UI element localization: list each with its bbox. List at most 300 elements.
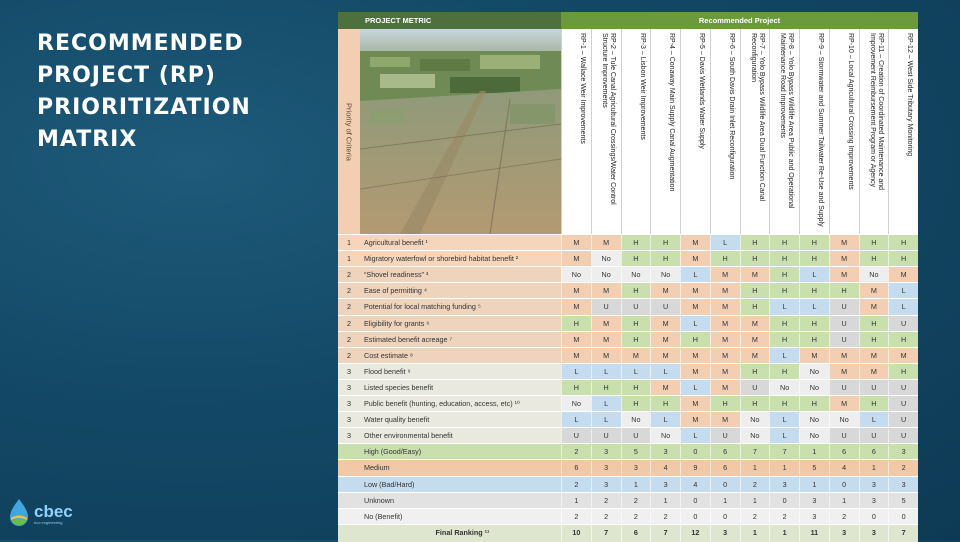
project-header-label: RP-10 – Local Agricultural Crossing Improvements bbox=[846, 33, 854, 190]
summary-label: No (Benefit) bbox=[360, 509, 561, 525]
final-ranking-cell: 1 bbox=[740, 525, 770, 542]
criteria-cell: H bbox=[859, 251, 889, 267]
criteria-cell: No bbox=[799, 380, 829, 396]
summary-cell: 1 bbox=[799, 477, 829, 493]
summary-label: Low (Bad/Hard) bbox=[360, 477, 561, 493]
summary-cell: 2 bbox=[621, 509, 651, 525]
criteria-cell: U bbox=[829, 299, 859, 315]
criteria-cell: M bbox=[650, 316, 680, 332]
cbec-logo bbox=[6, 498, 96, 528]
project-header-rp-8 bbox=[769, 29, 799, 234]
criteria-cell: No bbox=[740, 428, 770, 444]
summary-cell: 3 bbox=[859, 493, 889, 509]
summary-row bbox=[338, 508, 918, 525]
project-header-rp-4 bbox=[650, 29, 680, 234]
criteria-cell: M bbox=[561, 348, 591, 364]
summary-cell: 4 bbox=[650, 460, 680, 476]
criteria-cell: M bbox=[710, 380, 740, 396]
summary-cell: 6 bbox=[710, 460, 740, 476]
criteria-cell: H bbox=[888, 332, 918, 348]
criteria-cell: No bbox=[799, 428, 829, 444]
summary-row bbox=[338, 459, 918, 476]
criteria-cell: H bbox=[799, 283, 829, 299]
criteria-cell: L bbox=[888, 283, 918, 299]
criteria-cell: M bbox=[859, 364, 889, 380]
final-ranking-cell: 1 bbox=[769, 525, 799, 542]
summary-cell: 1 bbox=[740, 493, 770, 509]
criteria-cell: M bbox=[561, 283, 591, 299]
criteria-cell: L bbox=[591, 412, 621, 428]
criteria-cell: No bbox=[591, 267, 621, 283]
criteria-priority: 3 bbox=[338, 364, 360, 380]
final-ranking-cell: 12 bbox=[680, 525, 710, 542]
summary-cell: 0 bbox=[680, 444, 710, 460]
criteria-cell: H bbox=[650, 251, 680, 267]
criteria-label: Listed species benefit bbox=[360, 380, 561, 396]
criteria-cell: M bbox=[888, 348, 918, 364]
criteria-cell: H bbox=[740, 235, 770, 251]
criteria-cell: H bbox=[769, 267, 799, 283]
criteria-priority: 3 bbox=[338, 396, 360, 412]
criteria-row bbox=[338, 331, 918, 348]
criteria-cell: H bbox=[769, 235, 799, 251]
criteria-cell: U bbox=[740, 380, 770, 396]
criteria-priority: 2 bbox=[338, 348, 360, 364]
criteria-row bbox=[338, 315, 918, 332]
criteria-label: Agricultural benefit ¹ bbox=[360, 235, 561, 251]
summary-cell: 7 bbox=[740, 444, 770, 460]
final-ranking-cell: 7 bbox=[591, 525, 621, 542]
project-header-rp-10 bbox=[829, 29, 859, 234]
criteria-cell: L bbox=[680, 267, 710, 283]
criteria-cell: M bbox=[859, 348, 889, 364]
summary-cell: 0 bbox=[888, 509, 918, 525]
criteria-cell: L bbox=[650, 412, 680, 428]
final-ranking-priority-blank bbox=[338, 525, 360, 542]
summary-cell: 1 bbox=[561, 493, 591, 509]
criteria-cell: H bbox=[621, 396, 651, 412]
summary-cell: 3 bbox=[888, 444, 918, 460]
final-ranking-row bbox=[338, 524, 918, 542]
criteria-row bbox=[338, 266, 918, 283]
criteria-row bbox=[338, 347, 918, 364]
criteria-row bbox=[338, 298, 918, 315]
summary-row bbox=[338, 476, 918, 493]
criteria-cell: M bbox=[740, 348, 770, 364]
criteria-cell: M bbox=[561, 251, 591, 267]
criteria-cell: H bbox=[769, 316, 799, 332]
project-header-label: RP-1 – Wallace Weir Improvements bbox=[579, 33, 586, 144]
criteria-cell: H bbox=[740, 396, 770, 412]
criteria-label: Migratory waterfowl or shorebird habitat benefit ² bbox=[360, 251, 561, 267]
summary-cell: 3 bbox=[591, 444, 621, 460]
criteria-cell: L bbox=[769, 428, 799, 444]
criteria-cell: L bbox=[591, 396, 621, 412]
criteria-cell: U bbox=[650, 299, 680, 315]
summary-cell: 4 bbox=[680, 477, 710, 493]
project-header-label: RP-4 – Conaway Main Supply Canal Augmentation bbox=[668, 33, 676, 192]
criteria-cell: U bbox=[829, 428, 859, 444]
criteria-cell: L bbox=[650, 364, 680, 380]
summary-cell: 2 bbox=[561, 509, 591, 525]
criteria-cell: M bbox=[888, 267, 918, 283]
criteria-cell: M bbox=[650, 332, 680, 348]
criteria-cell: M bbox=[680, 251, 710, 267]
summary-cell: 7 bbox=[769, 444, 799, 460]
criteria-cell: M bbox=[650, 283, 680, 299]
project-header-label: RP-3 – Lisbon Weir Improvements bbox=[638, 33, 646, 140]
criteria-priority: 2 bbox=[338, 267, 360, 283]
criteria-label: “Shovel readiness” ³ bbox=[360, 267, 561, 283]
project-header-rp-3 bbox=[621, 29, 651, 234]
summary-cell: 3 bbox=[650, 477, 680, 493]
project-header-label: RP-5 – Davis Wetlands Water Supply bbox=[698, 33, 705, 149]
project-header-rp-6 bbox=[710, 29, 740, 234]
criteria-cell: H bbox=[710, 251, 740, 267]
prioritization-matrix bbox=[338, 12, 918, 537]
criteria-priority: 1 bbox=[338, 235, 360, 251]
criteria-label: Potential for local matching funding ⁵ bbox=[360, 299, 561, 315]
criteria-cell: L bbox=[680, 316, 710, 332]
criteria-cell: L bbox=[680, 428, 710, 444]
criteria-cell: M bbox=[650, 380, 680, 396]
criteria-cell: L bbox=[680, 380, 710, 396]
criteria-cell: H bbox=[621, 380, 651, 396]
criteria-cell: M bbox=[680, 299, 710, 315]
criteria-cell: No bbox=[561, 396, 591, 412]
criteria-cell: H bbox=[561, 316, 591, 332]
summary-cell: 6 bbox=[710, 444, 740, 460]
project-header-rp-12 bbox=[888, 29, 918, 234]
criteria-cell: No bbox=[650, 267, 680, 283]
logo-tagline: eco engineering bbox=[34, 520, 63, 525]
criteria-cell: M bbox=[859, 299, 889, 315]
summary-cell: 2 bbox=[740, 477, 770, 493]
criteria-cell: M bbox=[710, 332, 740, 348]
criteria-cell: H bbox=[621, 332, 651, 348]
criteria-cell: M bbox=[829, 267, 859, 283]
summary-cell: 1 bbox=[740, 460, 770, 476]
criteria-cell: M bbox=[829, 348, 859, 364]
criteria-cell: M bbox=[591, 316, 621, 332]
summary-cell: 2 bbox=[561, 444, 591, 460]
summary-cell: 5 bbox=[888, 493, 918, 509]
criteria-cell: U bbox=[888, 412, 918, 428]
criteria-cell: H bbox=[680, 332, 710, 348]
criteria-cell: L bbox=[769, 348, 799, 364]
criteria-cell: L bbox=[561, 412, 591, 428]
summary-cell: 3 bbox=[859, 477, 889, 493]
criteria-cell: L bbox=[769, 412, 799, 428]
criteria-cell: H bbox=[740, 299, 770, 315]
slide-title bbox=[37, 28, 327, 156]
criteria-cell: L bbox=[621, 364, 651, 380]
final-ranking-cell: 11 bbox=[799, 525, 829, 542]
summary-row bbox=[338, 443, 918, 460]
title-line-3: PRIORITIZATION bbox=[37, 95, 251, 120]
criteria-cell: H bbox=[769, 364, 799, 380]
summary-priority-blank bbox=[338, 509, 360, 525]
summary-cell: 3 bbox=[650, 444, 680, 460]
criteria-cell: U bbox=[621, 299, 651, 315]
criteria-priority: 2 bbox=[338, 316, 360, 332]
summary-cell: 2 bbox=[769, 509, 799, 525]
criteria-priority: 1 bbox=[338, 251, 360, 267]
criteria-cell: M bbox=[621, 348, 651, 364]
criteria-priority: 3 bbox=[338, 412, 360, 428]
criteria-cell: H bbox=[769, 396, 799, 412]
criteria-cell: No bbox=[561, 267, 591, 283]
criteria-cell: H bbox=[888, 364, 918, 380]
project-header-label: RP-7 – Yolo Bypass Wildlife Area Dual Function Canal Reconfiguration bbox=[749, 33, 765, 202]
criteria-cell: M bbox=[710, 348, 740, 364]
criteria-cell: H bbox=[799, 332, 829, 348]
project-header-rp-2 bbox=[591, 29, 621, 234]
criteria-cell: No bbox=[591, 251, 621, 267]
summary-cell: 1 bbox=[710, 493, 740, 509]
summary-cell: 3 bbox=[888, 477, 918, 493]
final-ranking-cell: 3 bbox=[710, 525, 740, 542]
summary-cell: 2 bbox=[888, 460, 918, 476]
criteria-cell: M bbox=[710, 316, 740, 332]
summary-cell: 2 bbox=[591, 509, 621, 525]
criteria-cell: M bbox=[710, 283, 740, 299]
summary-cell: 6 bbox=[829, 444, 859, 460]
criteria-cell: M bbox=[859, 283, 889, 299]
criteria-cell: H bbox=[710, 396, 740, 412]
criteria-cell: No bbox=[740, 412, 770, 428]
criteria-label: Public benefit (hunting, education, access, etc) ¹⁰ bbox=[360, 396, 561, 412]
criteria-cell: H bbox=[621, 235, 651, 251]
criteria-cell: M bbox=[680, 235, 710, 251]
criteria-cell: H bbox=[769, 251, 799, 267]
criteria-cell: L bbox=[561, 364, 591, 380]
criteria-cell: M bbox=[650, 348, 680, 364]
criteria-priority: 3 bbox=[338, 428, 360, 444]
project-header-rp-7 bbox=[740, 29, 770, 234]
title-line-2: PROJECT (RP) bbox=[37, 63, 216, 88]
criteria-cell: H bbox=[888, 251, 918, 267]
criteria-cell: H bbox=[740, 251, 770, 267]
criteria-cell: M bbox=[561, 332, 591, 348]
criteria-cell: M bbox=[710, 412, 740, 428]
criteria-cell: No bbox=[829, 412, 859, 428]
criteria-cell: U bbox=[561, 428, 591, 444]
criteria-priority: 3 bbox=[338, 380, 360, 396]
project-header-label: RP-6 – South Davis Drain Inlet Reconfiguration bbox=[727, 33, 735, 180]
project-header-label: RP-2 – Tule Canal Agricultural Crossings/Water Control Structure Improvements bbox=[600, 33, 616, 205]
criteria-cell: U bbox=[591, 299, 621, 315]
project-header-label: RP-8 – Yolo Bypass Wildlife Area Public and Operational Maintenance Road Improvements bbox=[779, 33, 795, 209]
project-metric-header: PROJECT METRIC bbox=[338, 12, 561, 29]
criteria-cell: H bbox=[769, 332, 799, 348]
priority-header bbox=[338, 29, 360, 234]
criteria-cell: No bbox=[621, 267, 651, 283]
criteria-cell: U bbox=[859, 380, 889, 396]
criteria-cell: H bbox=[799, 316, 829, 332]
criteria-cell: M bbox=[740, 316, 770, 332]
criteria-cell: U bbox=[621, 428, 651, 444]
summary-cell: 1 bbox=[829, 493, 859, 509]
criteria-row bbox=[338, 282, 918, 299]
criteria-cell: M bbox=[591, 235, 621, 251]
criteria-cell: H bbox=[740, 283, 770, 299]
criteria-cell: H bbox=[621, 251, 651, 267]
summary-cell: 0 bbox=[680, 509, 710, 525]
criteria-cell: M bbox=[591, 348, 621, 364]
criteria-cell: M bbox=[740, 332, 770, 348]
criteria-cell: No bbox=[799, 364, 829, 380]
criteria-cell: M bbox=[680, 364, 710, 380]
summary-cell: 6 bbox=[859, 444, 889, 460]
criteria-cell: M bbox=[740, 267, 770, 283]
criteria-cell: M bbox=[591, 332, 621, 348]
summary-cell: 5 bbox=[621, 444, 651, 460]
criteria-cell: L bbox=[859, 412, 889, 428]
summary-cell: 3 bbox=[591, 460, 621, 476]
criteria-cell: L bbox=[888, 299, 918, 315]
criteria-cell: U bbox=[829, 380, 859, 396]
criteria-cell: U bbox=[591, 428, 621, 444]
summary-cell: 2 bbox=[829, 509, 859, 525]
criteria-cell: M bbox=[829, 251, 859, 267]
summary-cell: 5 bbox=[799, 460, 829, 476]
criteria-row bbox=[338, 395, 918, 412]
title-line-4: MATRIX bbox=[37, 127, 138, 152]
criteria-row bbox=[338, 411, 918, 428]
summary-cell: 1 bbox=[769, 460, 799, 476]
criteria-cell: No bbox=[650, 428, 680, 444]
criteria-cell: U bbox=[859, 428, 889, 444]
criteria-cell: No bbox=[799, 412, 829, 428]
summary-priority-blank bbox=[338, 477, 360, 493]
summary-label: Unknown bbox=[360, 493, 561, 509]
criteria-cell: H bbox=[859, 235, 889, 251]
criteria-cell: No bbox=[769, 380, 799, 396]
title-line-1: RECOMMENDED bbox=[37, 31, 244, 56]
criteria-label: Eligibility for grants ⁶ bbox=[360, 316, 561, 332]
criteria-label: Flood benefit ⁹ bbox=[360, 364, 561, 380]
project-header-label: RP-11 – Creation of Coordinated Maintenance and Improvement Reimbursement Program or Agency bbox=[868, 33, 884, 191]
summary-cell: 1 bbox=[859, 460, 889, 476]
criteria-cell: No bbox=[621, 412, 651, 428]
criteria-row bbox=[338, 363, 918, 380]
final-ranking-cell: 6 bbox=[621, 525, 651, 542]
criteria-cell: H bbox=[650, 396, 680, 412]
criteria-cell: M bbox=[799, 348, 829, 364]
criteria-cell: L bbox=[710, 235, 740, 251]
summary-cell: 0 bbox=[829, 477, 859, 493]
summary-cell: 3 bbox=[621, 460, 651, 476]
final-ranking-cell: 7 bbox=[650, 525, 680, 542]
logo-text: cbec bbox=[34, 502, 73, 521]
criteria-row bbox=[338, 427, 918, 444]
summary-cell: 4 bbox=[829, 460, 859, 476]
criteria-cell: H bbox=[561, 380, 591, 396]
summary-cell: 1 bbox=[799, 444, 829, 460]
criteria-cell: M bbox=[829, 364, 859, 380]
aerial-photo bbox=[360, 29, 561, 234]
summary-cell: 3 bbox=[799, 509, 829, 525]
criteria-cell: H bbox=[591, 380, 621, 396]
criteria-cell: L bbox=[799, 267, 829, 283]
criteria-cell: M bbox=[680, 348, 710, 364]
recommended-project-header: Recommended Project bbox=[561, 12, 918, 29]
summary-priority-blank bbox=[338, 493, 360, 509]
criteria-label: Other environmental benefit bbox=[360, 428, 561, 444]
criteria-cell: H bbox=[650, 235, 680, 251]
criteria-cell: H bbox=[769, 283, 799, 299]
summary-cell: 3 bbox=[769, 477, 799, 493]
criteria-cell: M bbox=[591, 283, 621, 299]
criteria-priority: 2 bbox=[338, 283, 360, 299]
summary-cell: 2 bbox=[650, 509, 680, 525]
project-header-rp-11 bbox=[859, 29, 889, 234]
criteria-cell: U bbox=[888, 396, 918, 412]
criteria-priority: 2 bbox=[338, 332, 360, 348]
priority-header-label: Priority of Criteria bbox=[344, 102, 354, 161]
criteria-row bbox=[338, 379, 918, 396]
criteria-cell: H bbox=[829, 283, 859, 299]
criteria-cell: U bbox=[888, 428, 918, 444]
criteria-cell: H bbox=[859, 396, 889, 412]
summary-cell: 0 bbox=[710, 509, 740, 525]
criteria-cell: M bbox=[710, 364, 740, 380]
criteria-cell: H bbox=[859, 316, 889, 332]
final-ranking-cell: 7 bbox=[888, 525, 918, 542]
summary-cell: 0 bbox=[680, 493, 710, 509]
project-header-rp-5 bbox=[680, 29, 710, 234]
water-drop-icon bbox=[8, 498, 30, 526]
criteria-cell: M bbox=[710, 299, 740, 315]
summary-cell: 3 bbox=[591, 477, 621, 493]
summary-row bbox=[338, 492, 918, 509]
summary-cell: 1 bbox=[621, 477, 651, 493]
summary-cell: 2 bbox=[740, 509, 770, 525]
summary-label: High (Good/Easy) bbox=[360, 444, 561, 460]
criteria-cell: L bbox=[769, 299, 799, 315]
summary-priority-blank bbox=[338, 460, 360, 476]
criteria-priority: 2 bbox=[338, 299, 360, 315]
summary-priority-blank bbox=[338, 444, 360, 460]
criteria-cell: L bbox=[591, 364, 621, 380]
summary-cell: 0 bbox=[769, 493, 799, 509]
summary-cell: 2 bbox=[591, 493, 621, 509]
final-ranking-cell: 10 bbox=[561, 525, 591, 542]
criteria-cell: H bbox=[799, 396, 829, 412]
criteria-cell: U bbox=[710, 428, 740, 444]
project-header-label: RP-12 – West Side Tributary Monitoring bbox=[906, 33, 914, 157]
criteria-cell: M bbox=[710, 267, 740, 283]
criteria-cell: M bbox=[829, 235, 859, 251]
criteria-cell: No bbox=[859, 267, 889, 283]
summary-cell: 0 bbox=[710, 477, 740, 493]
summary-cell: 9 bbox=[680, 460, 710, 476]
criteria-row bbox=[338, 234, 918, 251]
project-header-rp-1 bbox=[561, 29, 591, 234]
criteria-label: Water quality benefit bbox=[360, 412, 561, 428]
criteria-cell: U bbox=[829, 332, 859, 348]
criteria-cell: U bbox=[888, 380, 918, 396]
criteria-row bbox=[338, 250, 918, 267]
project-header-label: RP-9 – Stormwater and Summer Tailwater Re-Use and Supply bbox=[817, 33, 824, 227]
criteria-label: Cost estimate ⁸ bbox=[360, 348, 561, 364]
criteria-cell: H bbox=[621, 316, 651, 332]
criteria-label: Ease of permitting ⁴ bbox=[360, 283, 561, 299]
criteria-cell: H bbox=[888, 235, 918, 251]
summary-cell: 0 bbox=[859, 509, 889, 525]
final-ranking-label: Final Ranking ¹¹ bbox=[360, 525, 561, 542]
